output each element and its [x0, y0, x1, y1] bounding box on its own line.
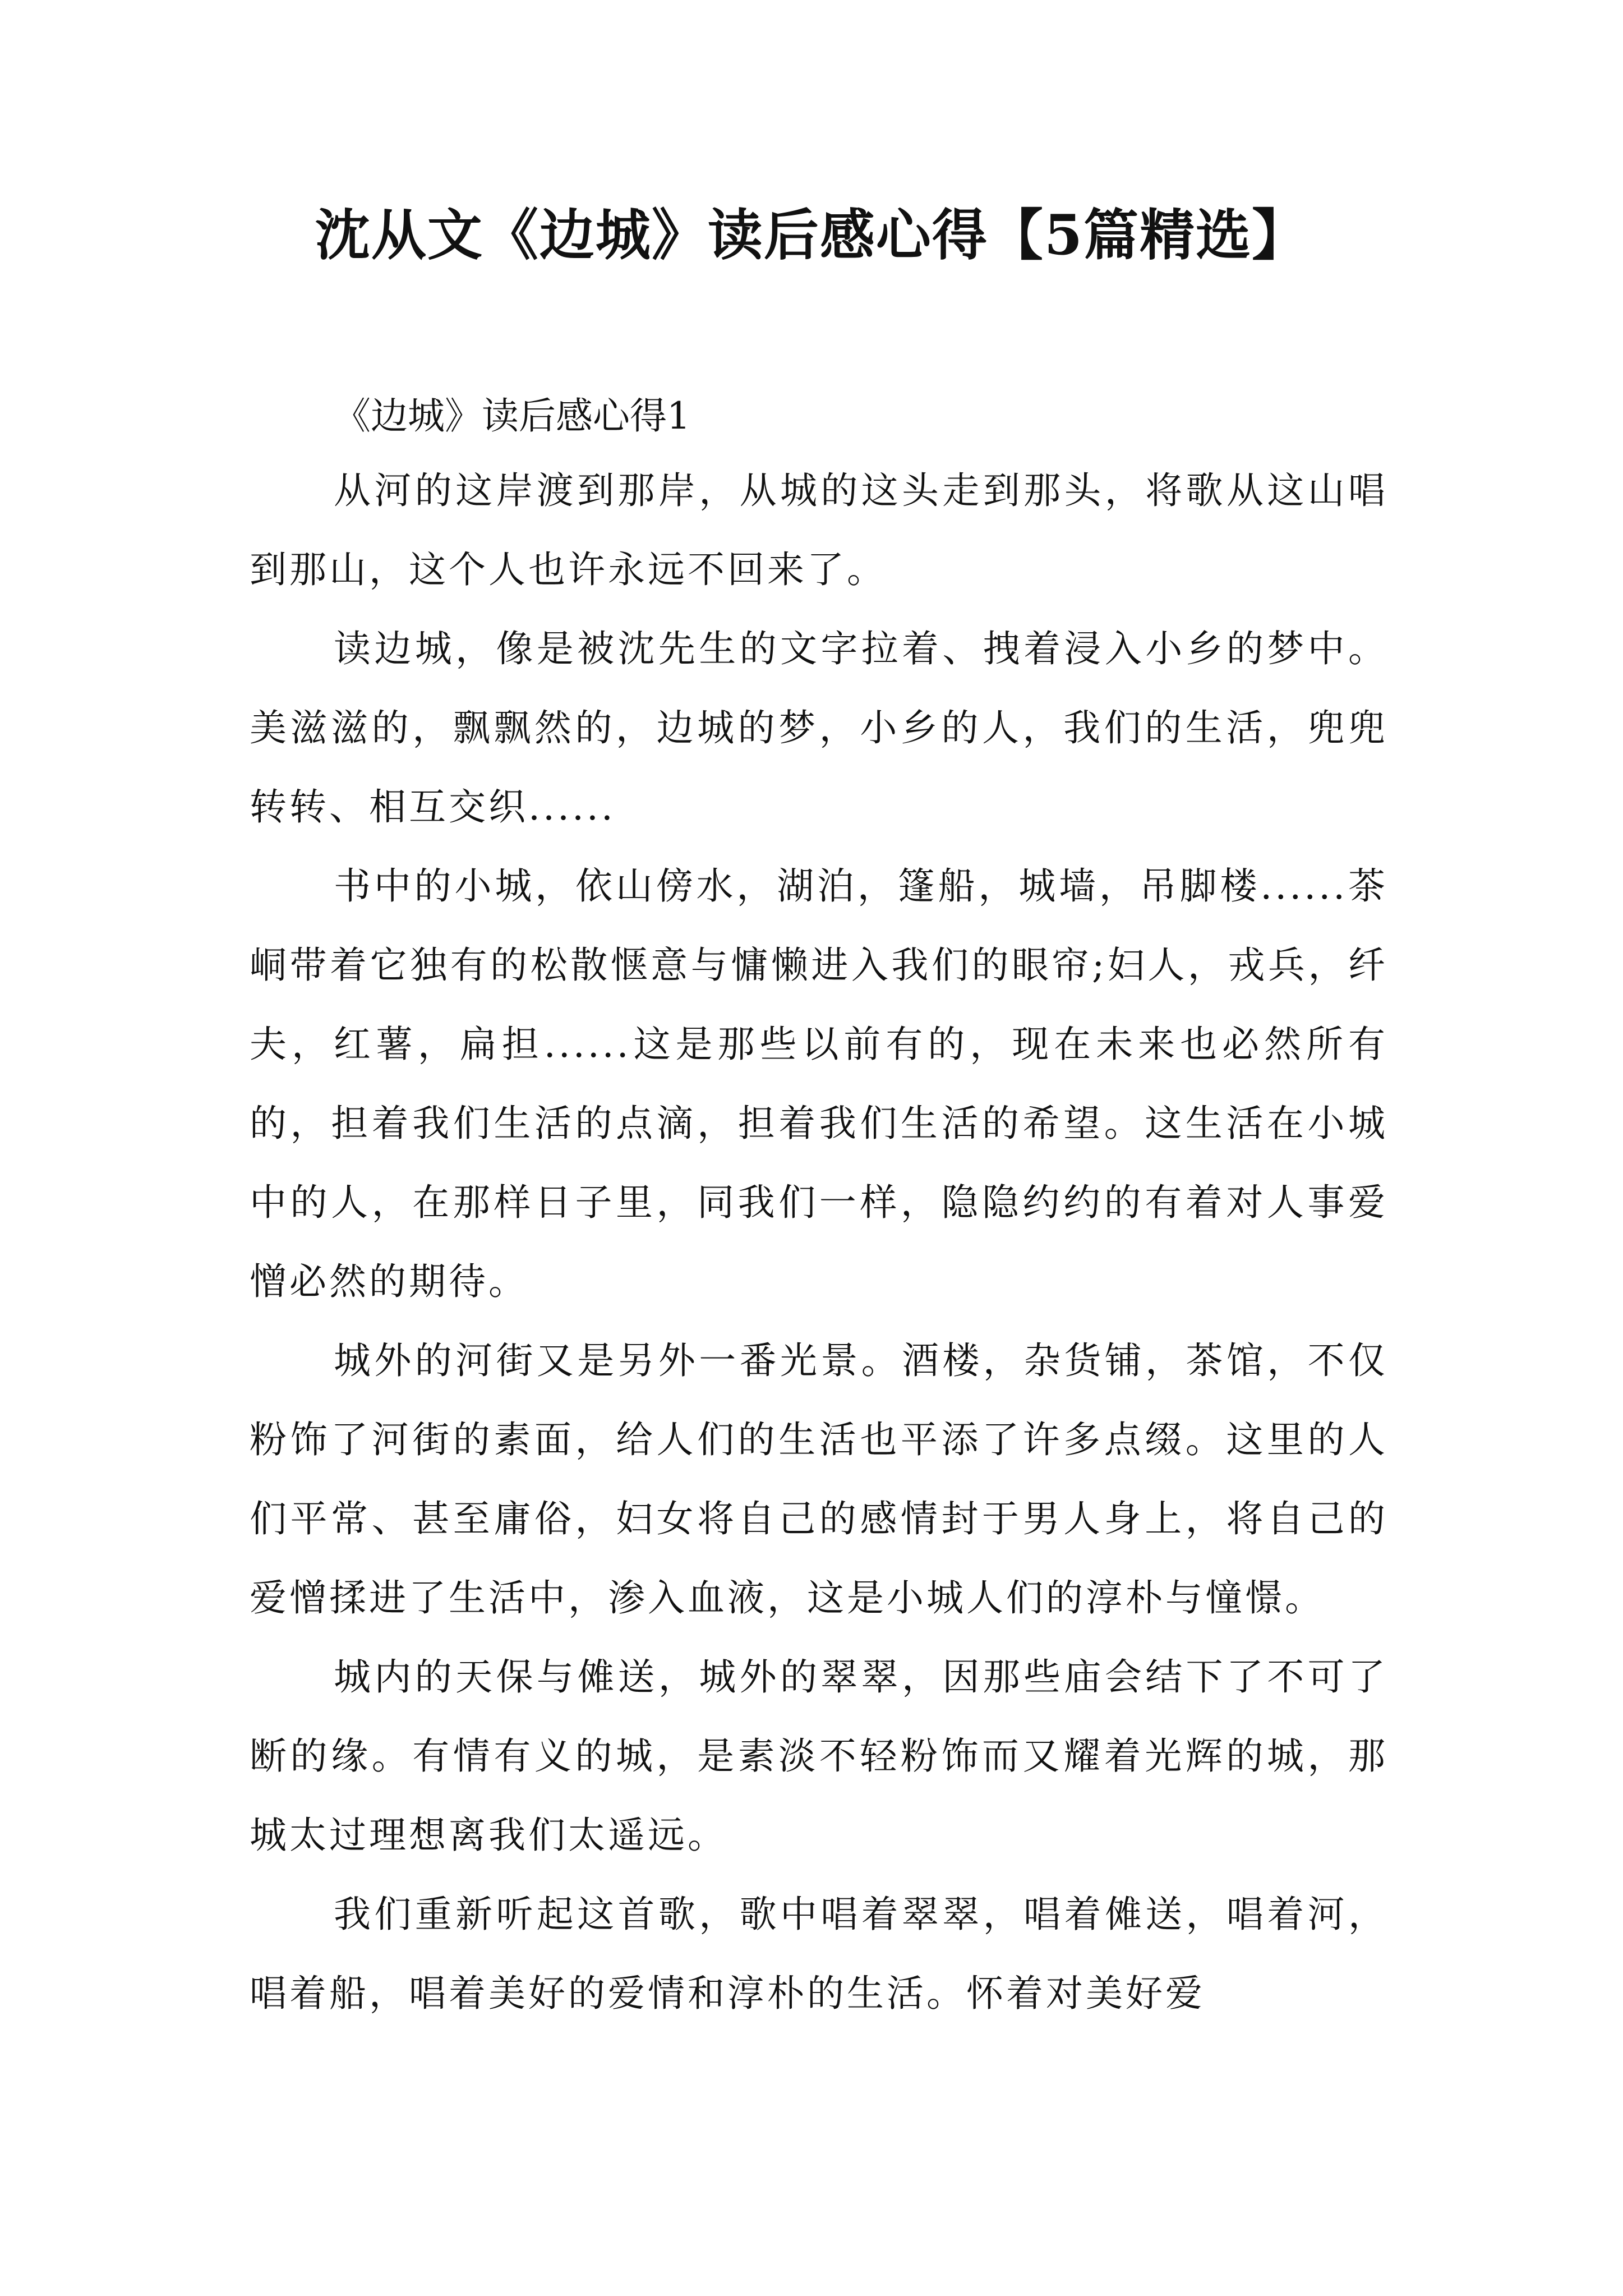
paragraph: 书中的小城，依山傍水，湖泊，篷船，城墙，吊脚楼......茶峒带着它独有的松散惬意与慵懒进入我们的眼帘;妇人，戎兵，纤夫，红薯，扁担......这是那些以前有的，现在未来也必然所有的，担着我们生活的点滴，担着我们生活的希望。这生活在小城中的人，在那样日子里，同我们一样，隐隐约约的有着对人事爱憎必然的期待。 [250, 864, 1388, 1303]
paragraph: 城内的天保与傩送，城外的翠翠，因那些庙会结下了不可了断的缘。有情有义的城，是素淡不轻粉饰而又耀着光辉的城，那城太过理想离我们太遥远。 [250, 1655, 1388, 1857]
paragraph: 我们重新听起这首歌，歌中唱着翠翠，唱着傩送，唱着河，唱着船，唱着美好的爱情和淳朴的生活。怀着对美好爱 [250, 1893, 1388, 2015]
document-title: 沈从文《边城》读后感心得【5篇精选】 [315, 203, 1308, 268]
paragraph: 从河的这岸渡到那岸，从城的这头走到那头，将歌从这山唱到那山，这个人也许永远不回来了。 [250, 469, 1388, 591]
section-heading: 《边城》读后感心得1 [334, 394, 690, 438]
paragraph: 读边城，像是被沈先生的文字拉着、拽着浸入小乡的梦中。美滋滋的，飘飘然的，边城的梦，小乡的人，我们的生活，兜兜转转、相互交织...... [250, 627, 1388, 829]
document-body [250, 381, 1388, 2033]
paragraph: 城外的河街又是另外一番光景。酒楼，杂货铺，茶馆，不仅粉饰了河街的素面，给人们的生活也平添了许多点缀。这里的人们平常、甚至庸俗，妇女将自己的感情封于男人身上，将自己的爱憎揉进了生活中，渗入血液，这是小城人们的淳朴与憧憬。 [250, 1339, 1388, 1619]
